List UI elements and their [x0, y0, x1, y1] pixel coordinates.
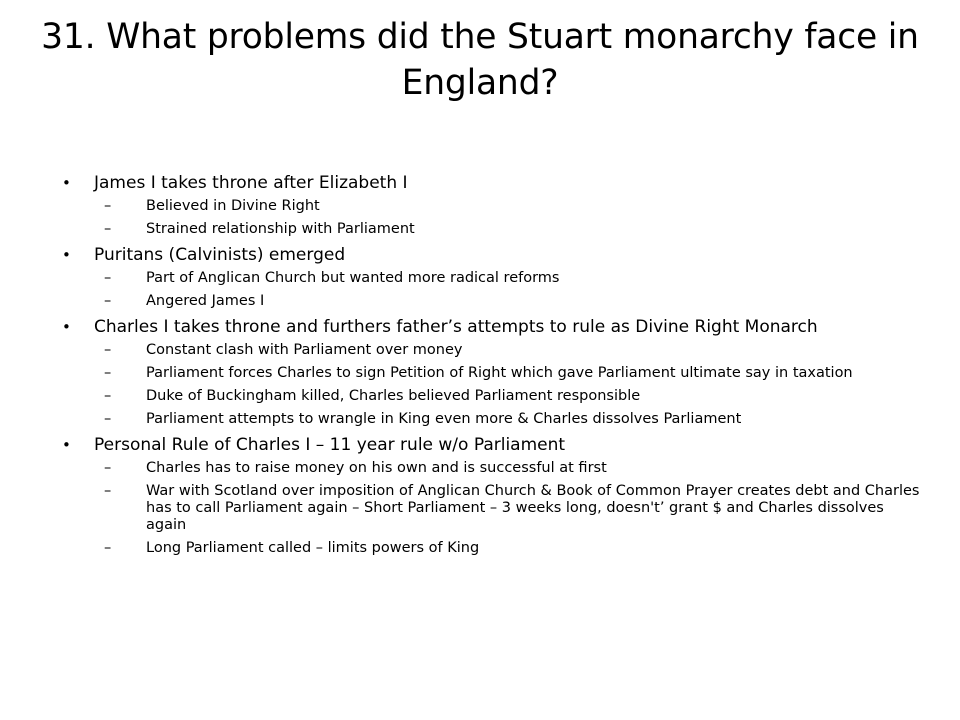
dash-icon: –: [104, 365, 112, 381]
dash-icon: –: [104, 293, 112, 309]
bullet-text: Charles I takes throne and furthers father’s attempts to rule as Divine Right Monarch: [94, 317, 818, 337]
bullet-icon: •: [62, 174, 71, 192]
dash-icon: –: [104, 198, 112, 214]
bullet-icon: •: [62, 318, 71, 336]
bullet-text: Personal Rule of Charles I – 11 year rule w/o Parliament: [94, 435, 566, 455]
bullet-list: [62, 172, 922, 557]
sub-list: [104, 342, 922, 428]
bullet-item: [62, 244, 922, 310]
sub-item: [104, 270, 922, 287]
dash-icon: –: [104, 388, 112, 404]
sub-item: [104, 540, 922, 557]
sub-item: [104, 293, 922, 310]
sub-item-text: Charles has to raise money on his own and is successful at first: [146, 460, 607, 476]
bullet-icon: •: [62, 436, 71, 454]
dash-icon: –: [104, 342, 112, 358]
sub-item-text: Believed in Divine Right: [146, 198, 320, 214]
sub-item: [104, 460, 922, 477]
dash-icon: –: [104, 483, 112, 499]
sub-item-text: War with Scotland over imposition of Anglican Church & Book of Common Prayer creates debt and Charles has to call Parliament again – Short Parliament – 3 weeks long, doesn't’ grant $ and Charles dissolves again: [146, 483, 920, 533]
bullet-text: James I takes throne after Elizabeth I: [94, 173, 408, 193]
sub-item: [104, 483, 922, 534]
sub-item: [104, 342, 922, 359]
sub-item-text: Parliament attempts to wrangle in King even more & Charles dissolves Parliament: [146, 411, 742, 427]
sub-item-text: Strained relationship with Parliament: [146, 221, 415, 237]
sub-item-text: Long Parliament called – limits powers of King: [146, 540, 480, 556]
dash-icon: –: [104, 411, 112, 427]
sub-item: [104, 198, 922, 215]
sub-item-text: Constant clash with Parliament over money: [146, 342, 463, 358]
bullet-text: Puritans (Calvinists) emerged: [94, 245, 346, 265]
sub-item: [104, 411, 922, 428]
sub-item-text: Angered James I: [146, 293, 265, 309]
dash-icon: –: [104, 270, 112, 286]
sub-item: [104, 388, 922, 405]
bullet-item: [62, 434, 922, 557]
dash-icon: –: [104, 460, 112, 476]
bullet-item: [62, 316, 922, 428]
sub-list: [104, 270, 922, 310]
slide-title: 31. What problems did the Stuart monarchy face in England?: [41, 17, 919, 103]
sub-item-text: Part of Anglican Church but wanted more radical reforms: [146, 270, 560, 286]
sub-list: [104, 460, 922, 557]
bullet-item: [62, 172, 922, 238]
sub-item: [104, 365, 922, 382]
dash-icon: –: [104, 540, 112, 556]
sub-item: [104, 221, 922, 238]
dash-icon: –: [104, 221, 112, 237]
sub-list: [104, 198, 922, 238]
sub-item-text: Duke of Buckingham killed, Charles believed Parliament responsible: [146, 388, 641, 404]
bullet-icon: •: [62, 246, 71, 264]
sub-item-text: Parliament forces Charles to sign Petition of Right which gave Parliament ultimate say in taxation: [146, 365, 853, 381]
